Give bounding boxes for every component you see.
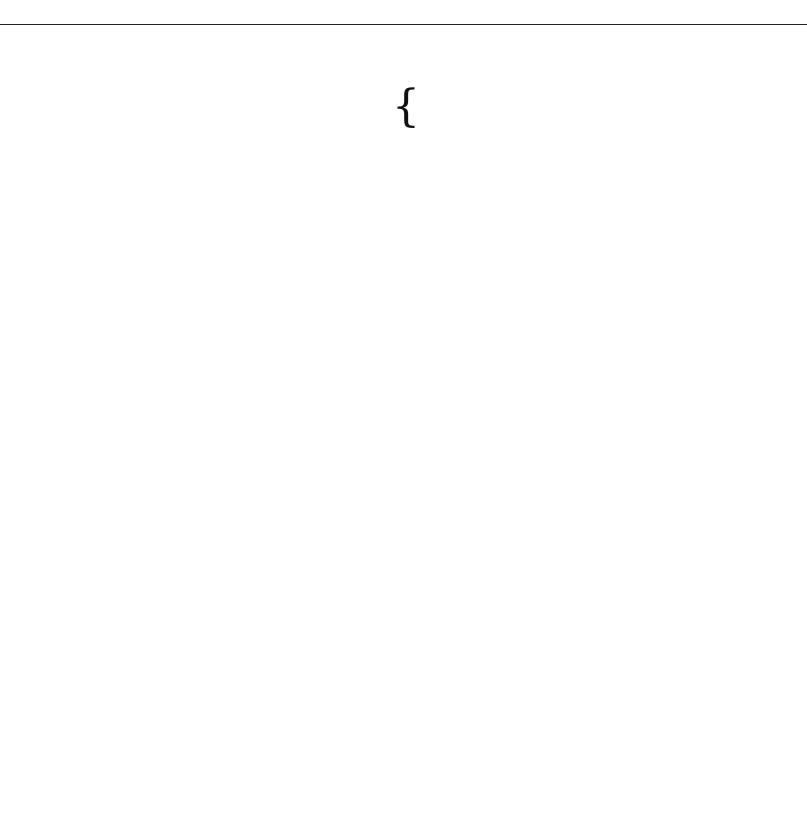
header-rule bbox=[0, 24, 807, 25]
equation-brace: { bbox=[392, 81, 420, 132]
page-body bbox=[4, 78, 802, 136]
equation bbox=[4, 78, 802, 136]
